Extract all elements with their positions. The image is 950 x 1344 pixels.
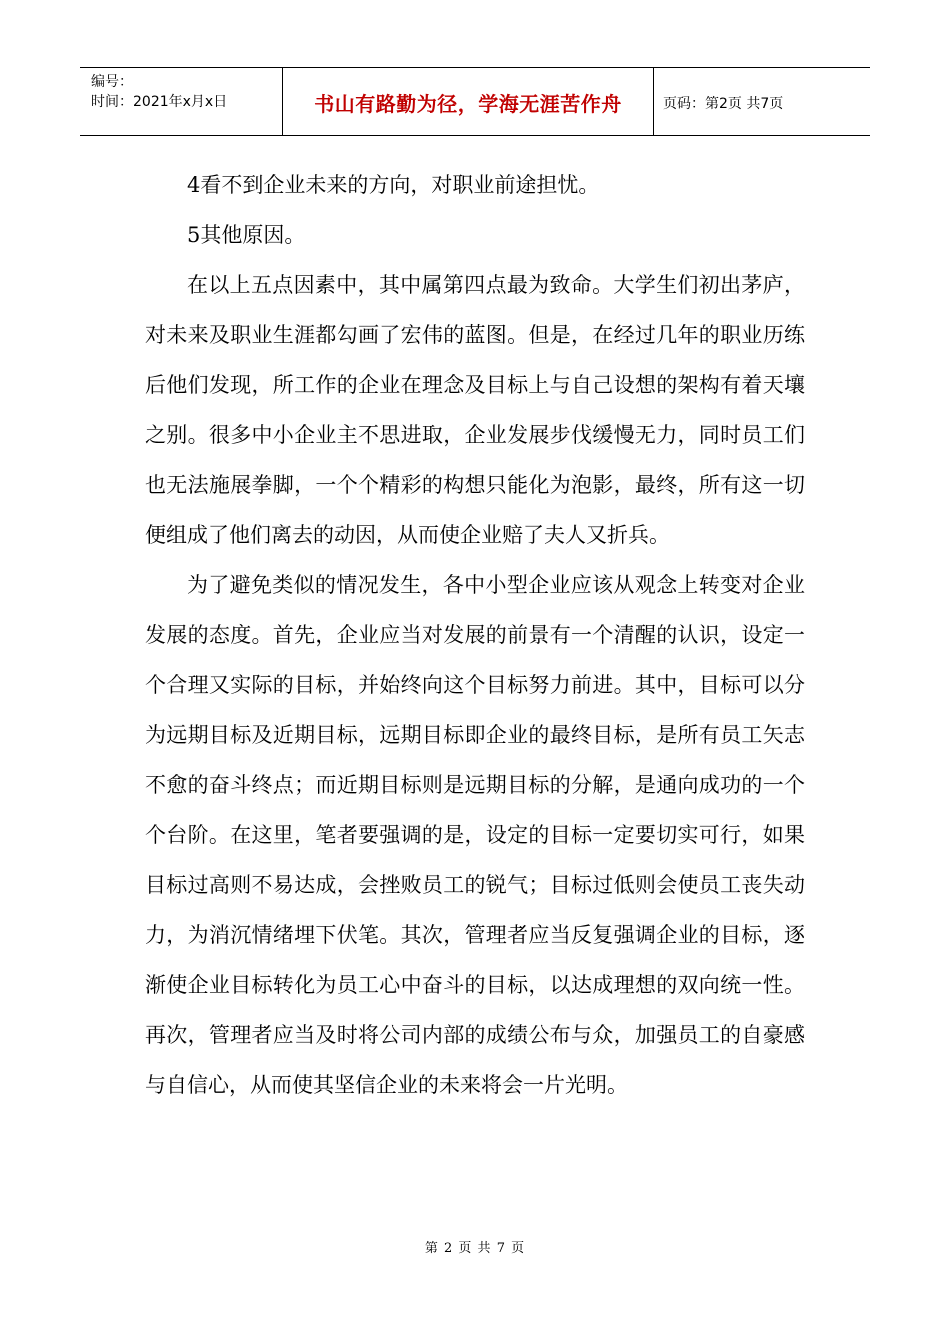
header-motto-cell xyxy=(283,68,654,135)
document-body xyxy=(145,160,805,1110)
paragraph: 5其他原因。 xyxy=(187,223,306,247)
header-page-info: 页码：第2页 共7页 xyxy=(663,95,784,112)
header-meta-cell xyxy=(80,68,283,135)
document-date: 时间：2021年x月x日 xyxy=(91,94,228,110)
header-motto: 书山有路勤为径，学海无涯苦作舟 xyxy=(314,92,622,116)
document-code-label: 编号： xyxy=(91,74,133,90)
paragraph: 4看不到企业未来的方向，对职业前途担忧。 xyxy=(187,173,600,197)
paragraph: 为了避免类似的情况发生，各中小型企业应该从观念上转变对企业发展的态度。首先，企业应当对发展的前景有一个清醒的认识，设定一个合理又实际的目标，并始终向这个目标努力前进。其中，目标可以分为远期目标及近期目标，远期目标即企业的最终目标，是所有员工矢志不愈的奋斗终点；而近期目标则是远期目标的分解，是通向成功的一个个台阶。在这里，笔者要强调的是，设定的目标一定要切实可行，如果目标过高则不易达成，会挫败员工的锐气；目标过低则会使员工丧失动力，为消沉情绪埋下伏笔。其次，管理者应当反复强调企业的目标，逐渐使企业目标转化为员工心中奋斗的目标，以达成理想的双向统一性。再次，管理者应当及时将公司内部的成绩公布与众，加强员工的自豪感与自信心，从而使其坚信企业的未来将会一片光明。 xyxy=(145,573,805,1097)
page-footer: 第 2 页 共 7 页 xyxy=(424,1241,526,1256)
header-page-cell xyxy=(654,68,870,135)
paragraph: 在以上五点因素中，其中属第四点最为致命。大学生们初出茅庐，对未来及职业生涯都勾画了宏伟的蓝图。但是，在经过几年的职业历练后他们发现，所工作的企业在理念及目标上与自己设想的架构有着天壤之别。很多中小企业主不思进取，企业发展步伐缓慢无力，同时员工们也无法施展拳脚，一个个精彩的构想只能化为泡影，最终，所有这一切便组成了他们离去的动因，从而使企业赔了夫人又折兵。 xyxy=(145,273,805,547)
document-header xyxy=(80,67,870,136)
